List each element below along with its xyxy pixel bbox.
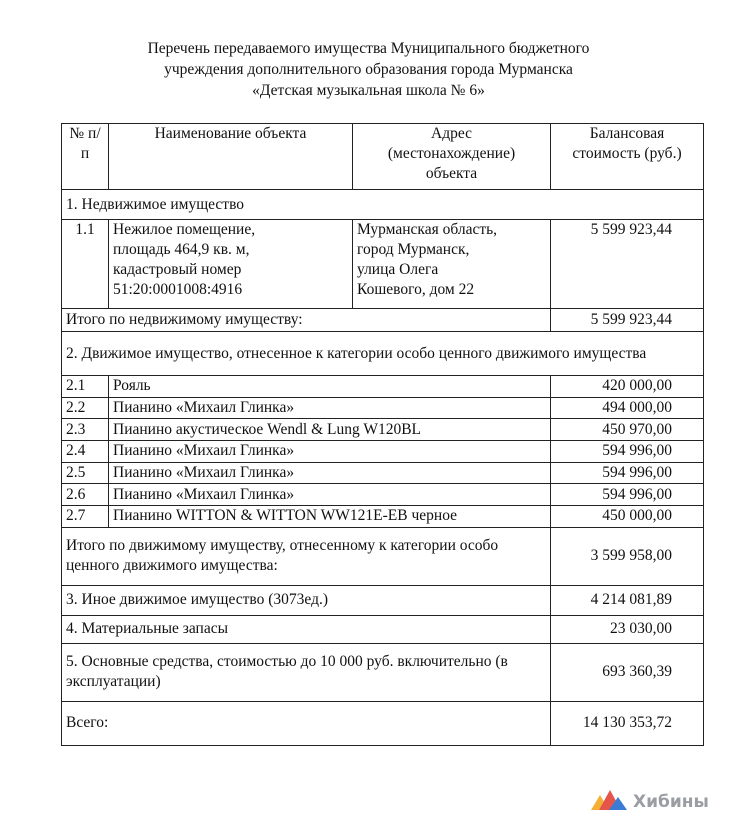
row-name-line: Нежилое помещение, <box>113 221 256 238</box>
item-name: Пианино «Михаил Глинка» <box>109 397 551 419</box>
item-cost: 450 970,00 <box>551 419 704 441</box>
grand-total-row <box>62 701 704 745</box>
header-name: Наименование объекта <box>109 124 353 190</box>
watermark <box>591 790 709 814</box>
table-row <box>62 506 704 528</box>
row-address-line: Мурманская область, <box>357 221 498 238</box>
table-row <box>62 462 704 484</box>
row-name-line: 51:20:0001008:4916 <box>113 281 243 298</box>
row-cost: 5 599 923,44 <box>551 220 704 309</box>
header-address-line: Адрес <box>431 125 472 142</box>
header-address-line: объекта <box>425 165 478 182</box>
item-num: 2.6 <box>62 484 109 506</box>
row-name-line: площадь 464,9 кв. м, <box>113 241 250 258</box>
subtotal-movable-label: Итого по движимому имуществу, отнесенному к категории особо ценного движимого имущества: <box>62 527 551 585</box>
section-movable: 2. Движимое имущество, отнесенное к категории особо ценного движимого имущества <box>62 332 704 376</box>
row-address-line: Кошевого, дом 22 <box>357 281 475 298</box>
grand-total-value: 14 130 353,72 <box>551 701 704 745</box>
grand-total-label: Всего: <box>62 701 551 745</box>
item-cost: 450 000,00 <box>551 506 704 528</box>
section-row <box>62 332 704 376</box>
summary-row <box>62 585 704 615</box>
mountains-logo-icon <box>591 790 627 815</box>
item-num: 2.2 <box>62 397 109 419</box>
row-address-line: город Мурманск, <box>357 241 470 258</box>
item-cost: 420 000,00 <box>551 376 704 398</box>
table-row <box>62 484 704 506</box>
header-address-line: (местонахождение) <box>387 145 516 162</box>
title-line-1: Перечень передаваемого имущества Муниципального бюджетного <box>147 40 590 57</box>
items-list <box>62 376 704 528</box>
item-cost: 594 996,00 <box>551 484 704 506</box>
subtotal-row <box>62 527 704 585</box>
item-name: Рояль <box>109 376 551 398</box>
document-title <box>0 38 737 101</box>
title-line-2: учреждения дополнительного образования города Мурманска <box>164 61 573 78</box>
materials-label: 4. Материальные запасы <box>62 615 551 643</box>
item-num: 2.1 <box>62 376 109 398</box>
item-cost: 494 000,00 <box>551 397 704 419</box>
table-row <box>62 397 704 419</box>
table-row <box>62 441 704 463</box>
row-name <box>109 220 353 309</box>
title-line-3: «Детская музыкальная школа № 6» <box>252 82 485 99</box>
table-row <box>62 419 704 441</box>
header-cost-line: Балансовая <box>589 125 665 142</box>
fixed-assets-label: 5. Основные средства, стоимостью до 10 000 руб. включительно (в эксплуатации) <box>62 643 551 701</box>
subtotal-row <box>62 309 704 332</box>
header-cost <box>551 124 704 190</box>
item-name: Пианино акустическое Wendl & Lung W120BL <box>109 419 551 441</box>
other-movable-label: 3. Иное движимое имущество (3073ед.) <box>62 585 551 615</box>
header-address <box>353 124 551 190</box>
item-name: Пианино WITTON & WITTON WW121E-EB черное <box>109 506 551 528</box>
item-name: Пианино «Михаил Глинка» <box>109 484 551 506</box>
row-address-line: улица Олега <box>357 261 439 278</box>
materials-value: 23 030,00 <box>551 615 704 643</box>
other-movable-value: 4 214 081,89 <box>551 585 704 615</box>
table-row <box>62 376 704 398</box>
row-num: 1.1 <box>62 220 109 309</box>
item-name: Пианино «Михаил Глинка» <box>109 462 551 484</box>
fixed-assets-value: 693 360,39 <box>551 643 704 701</box>
item-cost: 594 996,00 <box>551 441 704 463</box>
subtotal-real-label: Итого по недвижимому имуществу: <box>62 309 551 332</box>
summary-row <box>62 643 704 701</box>
watermark-text: Хибины <box>633 792 709 812</box>
subtotal-real-value: 5 599 923,44 <box>551 309 704 332</box>
item-num: 2.4 <box>62 441 109 463</box>
property-table <box>61 123 704 746</box>
section-row <box>62 190 704 220</box>
header-cost-line: стоимость (руб.) <box>572 145 682 162</box>
item-num: 2.5 <box>62 462 109 484</box>
item-num: 2.7 <box>62 506 109 528</box>
item-cost: 594 996,00 <box>551 462 704 484</box>
item-name: Пианино «Михаил Глинка» <box>109 441 551 463</box>
item-num: 2.3 <box>62 419 109 441</box>
table-header-row <box>62 124 704 190</box>
header-num: № п/п <box>62 124 109 190</box>
summary-row <box>62 615 704 643</box>
row-address <box>353 220 551 309</box>
table-row <box>62 220 704 309</box>
section-real-estate: 1. Недвижимое имущество <box>62 190 704 220</box>
subtotal-movable-value: 3 599 958,00 <box>551 527 704 585</box>
row-name-line: кадастровый номер <box>113 261 242 278</box>
